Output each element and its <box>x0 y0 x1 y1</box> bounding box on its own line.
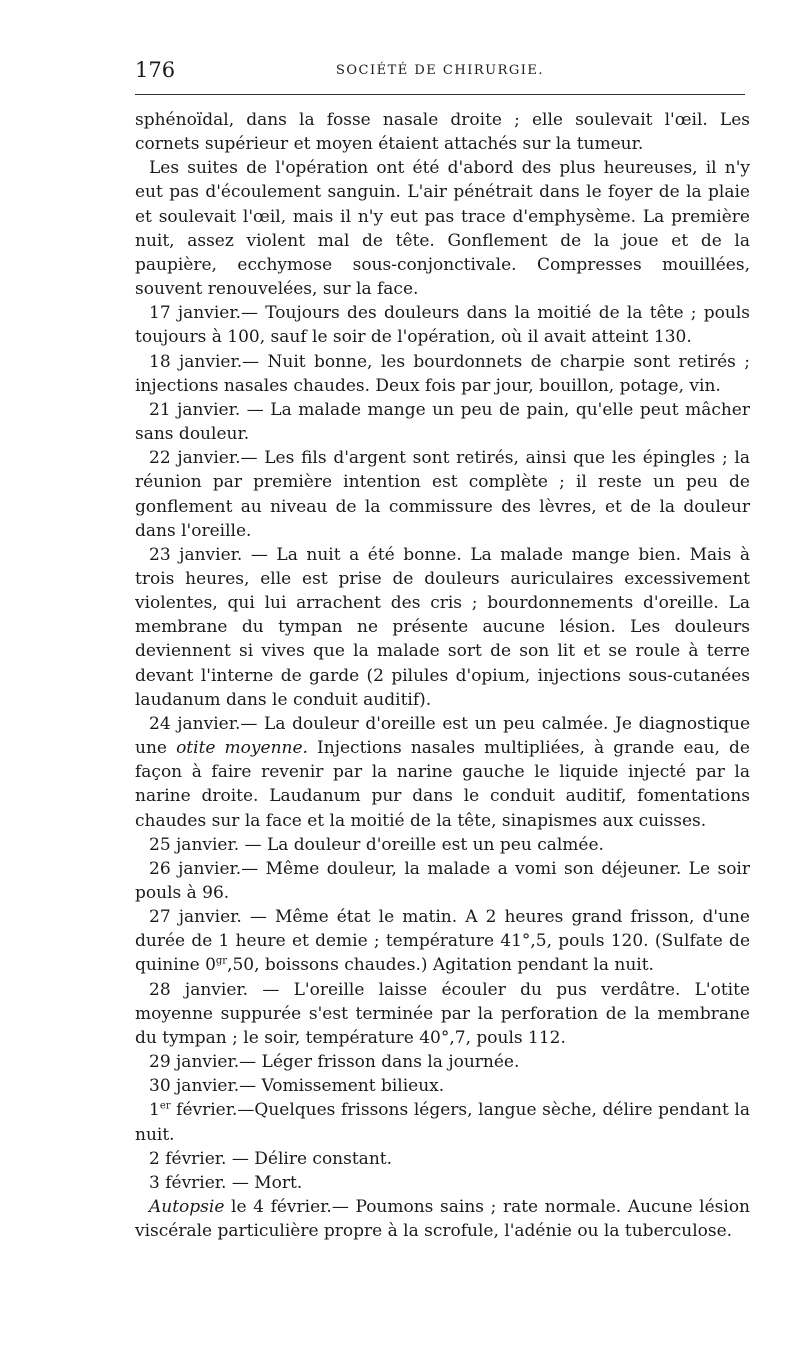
paragraph: 18 janvier.— Nuit bonne, les bourdonnets de charpie sont retirés ; injections nasales chaudes. Deux fois par jour, bouillon, potage, vin. <box>135 351 750 396</box>
text-run: 24 janvier.— La douleur d'oreille est un peu calmée. Je diagnostique une <box>135 713 750 759</box>
body-text <box>135 108 750 1243</box>
page-header <box>135 58 745 88</box>
header-rule <box>135 94 745 95</box>
paragraph: 26 janvier.— Même douleur, la malade a vomi son déjeuner. Le soir pouls à 96. <box>135 858 750 903</box>
page-number: 176 <box>135 58 176 82</box>
text-run: 1 <box>149 1100 160 1121</box>
superscript: gr <box>215 955 228 967</box>
paragraph: 3 février. — Mort. <box>149 1172 303 1193</box>
italic-term: otite moyenne. <box>176 738 308 759</box>
paragraph: Les suites de l'opération ont été d'abord des plus heureuses, il n'y eut pas d'écoulement sanguin. L'air pénétrait dans le foyer de la plaie et soulevait l'œil, mais il n'y eut pas trace d'emphysème. La première nuit, assez violent mal de tête. Gonflement de la joue et de la paupière, ecchymose sous-conjonctivale. Compresses mouillées, souvent renouvelées, sur la face. <box>135 158 750 300</box>
paragraph: 25 janvier. — La douleur d'oreille est un peu calmée. <box>149 834 604 855</box>
paragraph: 2 février. — Délire constant. <box>149 1148 393 1169</box>
paragraph <box>135 712 750 833</box>
paragraph <box>135 905 750 977</box>
paragraph: 30 janvier.— Vomissement bilieux. <box>149 1076 445 1097</box>
text-run: le 4 février.— Poumons sains ; rate normale. Aucune lésion viscérale particulière propre à la scrofule, l'adénie ou la tuberculose. <box>135 1197 750 1242</box>
paragraph: 17 janvier.— Toujours des douleurs dans la moitié de la tête ; pouls toujours à 100, sauf le soir de l'opération, où il avait atteint 130. <box>135 303 750 348</box>
paragraph <box>135 1098 750 1146</box>
paragraph: 28 janvier. — L'oreille laisse écouler du pus verdâtre. L'otite moyenne suppurée s'est terminée par la perforation de la membrane du tympan ; le soir, température 40°,7, pouls 112. <box>135 979 750 1048</box>
paragraph: 29 janvier.— Léger frisson dans la journée. <box>149 1052 520 1073</box>
superscript: er <box>159 1100 171 1112</box>
italic-term: Autopsie <box>149 1197 225 1218</box>
paragraph: sphénoïdal, dans la fosse nasale droite ; elle soulevait l'œil. Les cornets supérieur et moyen étaient attachés sur la tumeur. <box>135 110 750 155</box>
text-run: 27 janvier. — Même état le matin. A 2 heures grand frisson, d'une durée de 1 heure et demie ; température 41°,5, pouls 120. (Sulfate de quinine 0 <box>135 907 750 976</box>
text-run: février.—Quelques frissons légers, langue sèche, délire pendant la nuit. <box>135 1100 750 1145</box>
text-run: Injections nasales multipliées, à grande eau, de façon à faire revenir par la narine gauche le liquide injecté par la narine droite. Laudanum pur dans le conduit auditif, fomentations chaudes sur la face et la moitié de la tête, sinapismes aux cuisses. <box>135 738 750 831</box>
paragraph: 21 janvier. — La malade mange un peu de pain, qu'elle peut mâcher sans douleur. <box>135 399 750 445</box>
paragraph: 23 janvier. — La nuit a été bonne. La malade mange bien. Mais à trois heures, elle est prise de douleurs auriculaires excessivement violentes, qui lui arrachent des cris ; bourdonnements d'oreille. La membrane du tympan ne présente aucune lésion. Les douleurs deviennent si vives que la malade sort de son lit et se roule à terre devant l'interne de garde (2 pilules d'opium, injections sous-cutanées laudanum dans le conduit auditif). <box>135 544 750 710</box>
text-run: ,50, boissons chaudes.) Agitation pendant la nuit. <box>227 955 654 976</box>
paragraph: 22 janvier.— Les fils d'argent sont retirés, ainsi que les épingles ; la réunion par première intention est complète ; il reste un peu de gonflement au niveau de la commissure des lèvres, et de la douleur dans l'oreille. <box>135 448 750 541</box>
paragraph <box>135 1195 750 1243</box>
running-head: SOCIÉTÉ DE CHIRURGIE. <box>335 63 545 78</box>
